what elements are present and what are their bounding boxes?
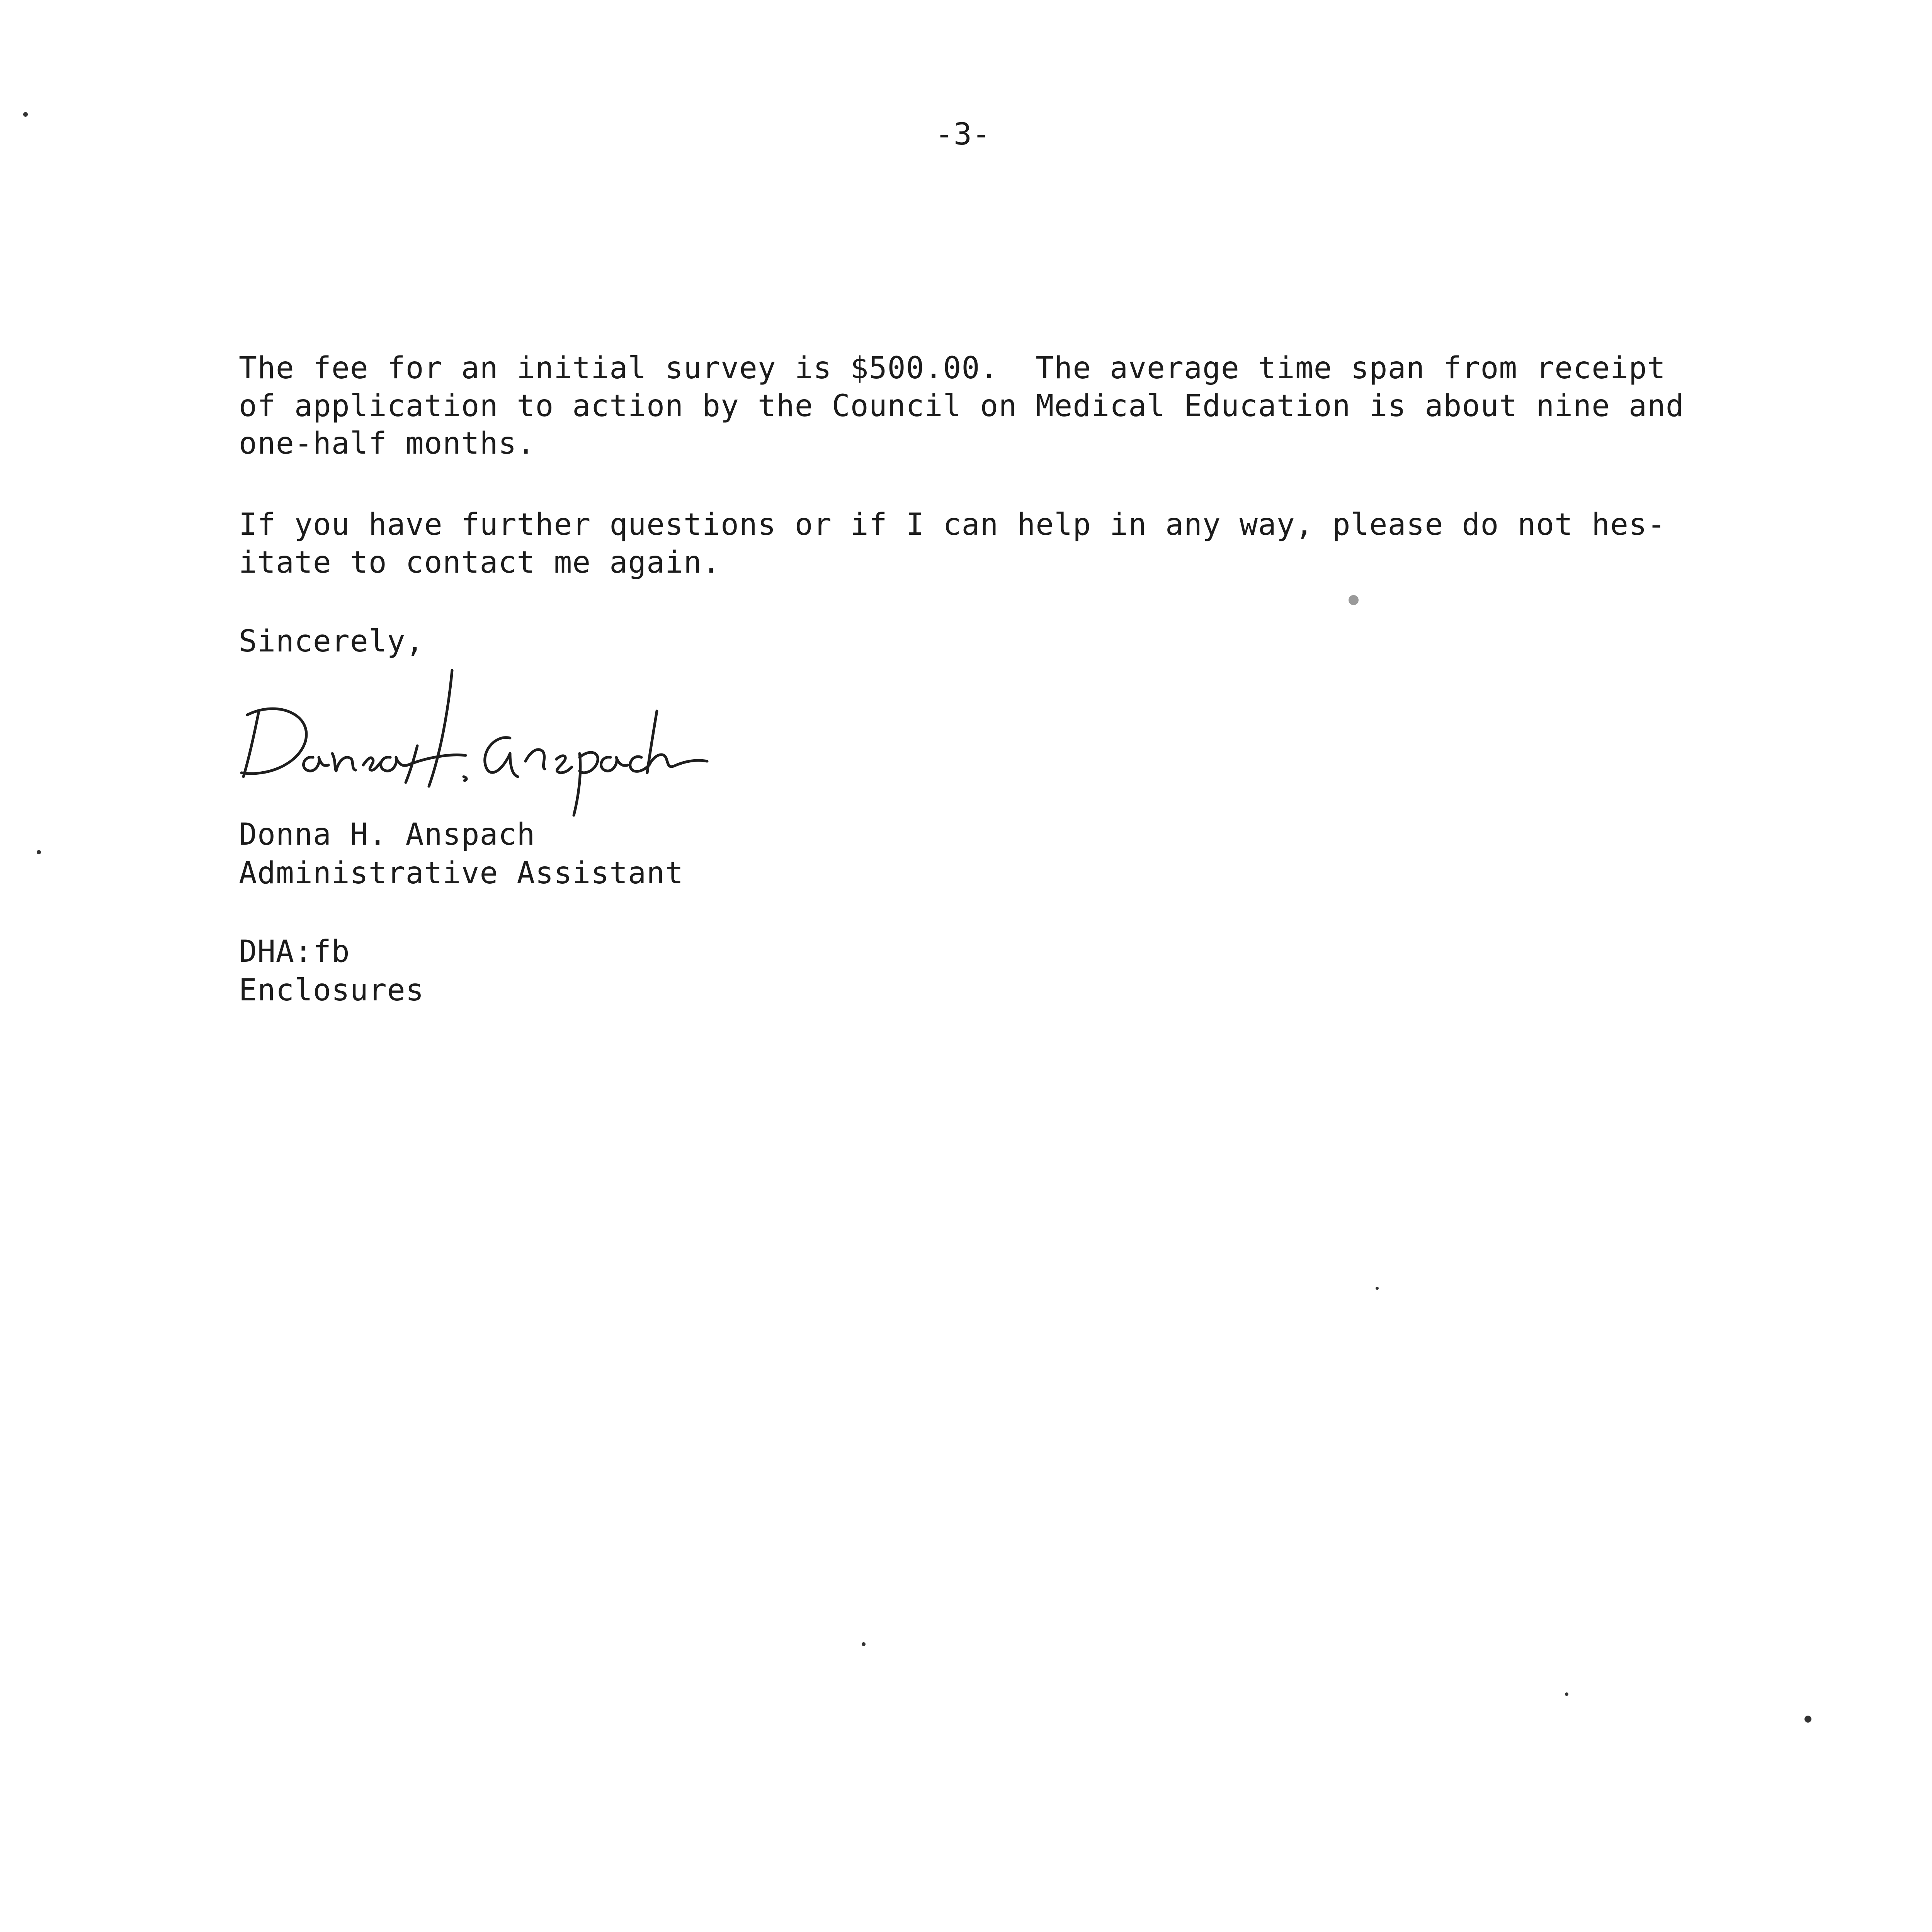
scan-speck — [37, 850, 41, 854]
signer-title: Administrative Assistant — [239, 856, 684, 891]
scan-speck — [23, 112, 28, 117]
scan-speck — [1349, 595, 1359, 605]
paragraph-2-line-1: If you have further questions or if I can help in any way, please do not hes- — [239, 507, 1666, 542]
paragraph-1-line-2: of application to action by the Council on Medical Education is about nine and — [239, 389, 1684, 423]
closing: Sincerely, — [239, 624, 424, 659]
scan-speck — [862, 1642, 866, 1646]
paragraph-1-line-3: one-half months. — [239, 426, 536, 461]
enclosures-notation: Enclosures — [239, 973, 424, 1008]
page-number: -3- — [935, 117, 991, 152]
scan-speck — [1804, 1716, 1811, 1723]
scan-speck — [1565, 1692, 1568, 1696]
signer-name: Donna H. Anspach — [239, 817, 536, 852]
handwritten-signature — [232, 653, 773, 819]
scan-speck — [1376, 1287, 1379, 1290]
paragraph-2-line-2: itate to contact me again. — [239, 545, 721, 580]
reference-initials: DHA:fb — [239, 934, 350, 969]
paragraph-1-line-1: The fee for an initial survey is $500.00. The average time span from receipt — [239, 351, 1666, 386]
